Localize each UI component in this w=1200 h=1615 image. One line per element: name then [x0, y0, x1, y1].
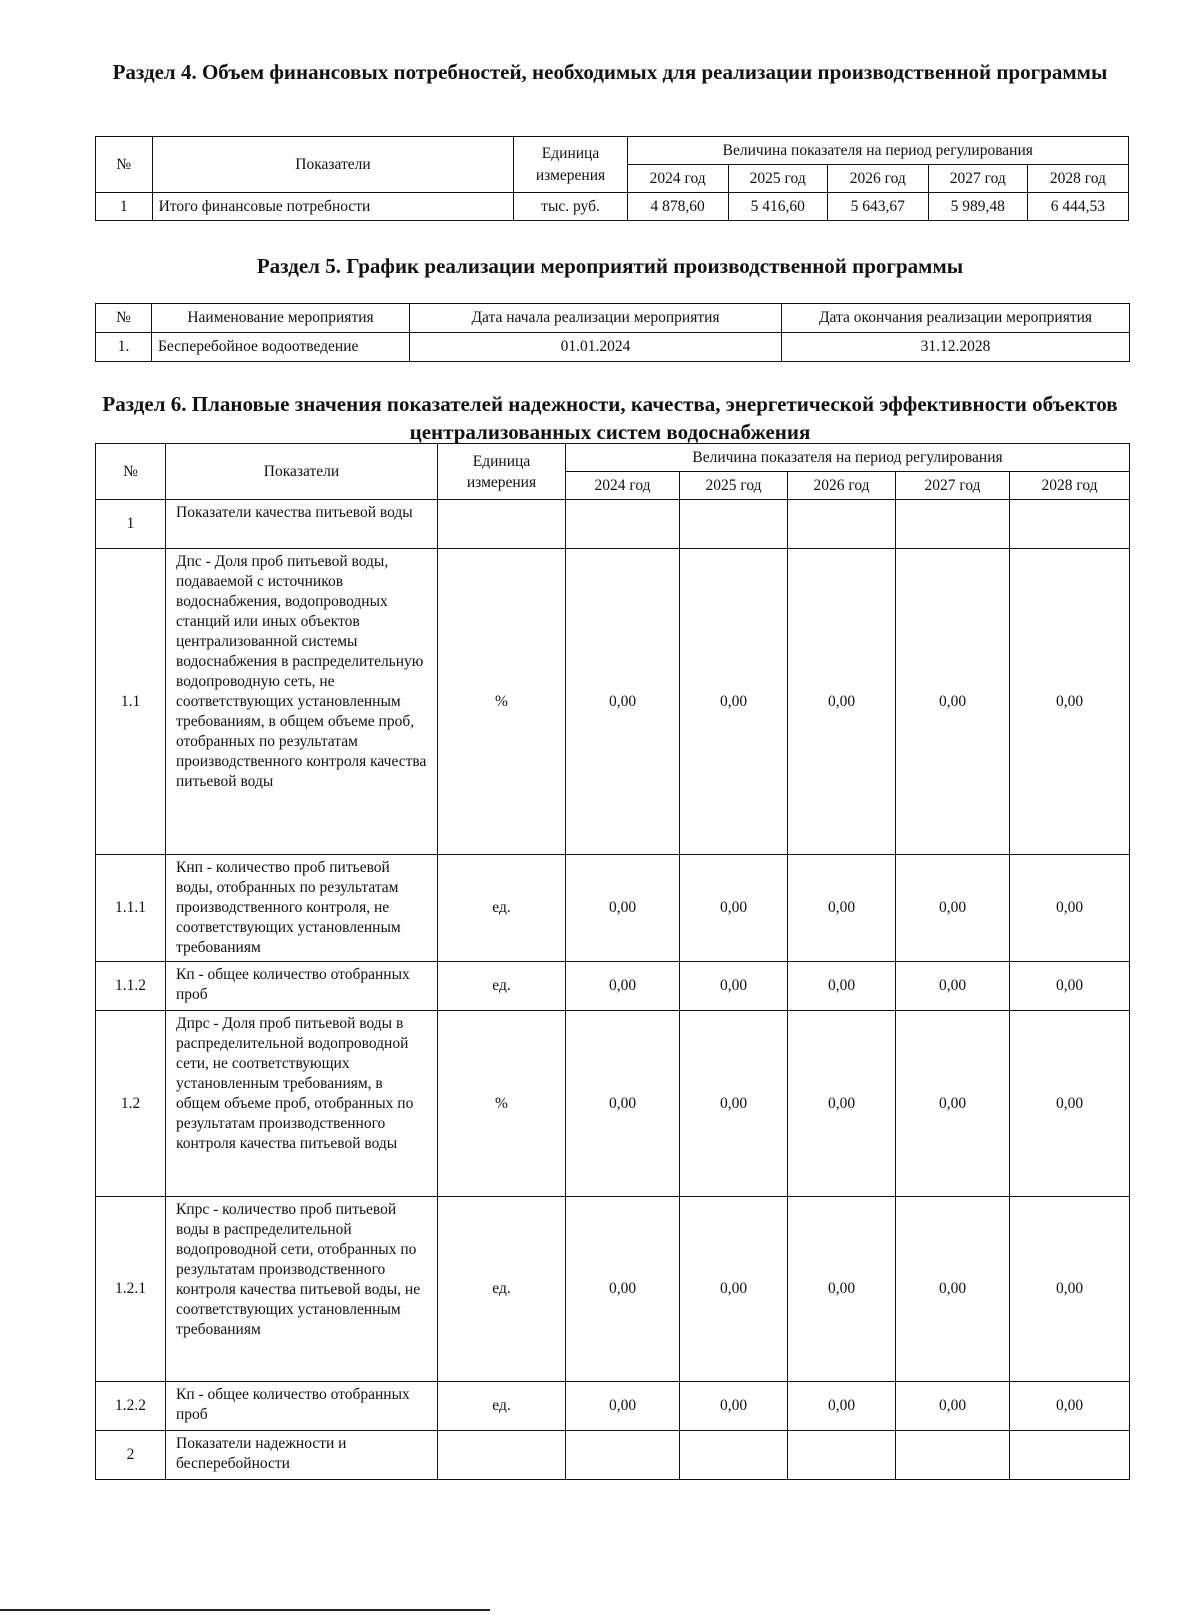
row-value: 0,00	[566, 1011, 680, 1197]
header-year: 2024 год	[566, 472, 680, 500]
row-value	[566, 500, 680, 549]
row-value: 6 444,53	[1027, 193, 1128, 221]
row-start: 01.01.2024	[410, 333, 782, 362]
header-year: 2028 год	[1027, 165, 1128, 193]
row-value: 0,00	[896, 855, 1010, 962]
header-year: 2028 год	[1010, 472, 1130, 500]
table-row	[96, 549, 1130, 855]
header-period: Величина показателя на период регулирования	[627, 137, 1128, 165]
row-num: 1.2.2	[96, 1382, 166, 1431]
header-indicator: Показатели	[166, 444, 438, 500]
row-value: 0,00	[680, 1197, 788, 1382]
row-indicator: Кп - общее количество отобранных проб	[166, 1382, 438, 1431]
table-row	[96, 1197, 1130, 1382]
header-year: 2025 год	[728, 165, 827, 193]
header-num: №	[96, 444, 166, 500]
row-value: 0,00	[896, 962, 1010, 1011]
header-unit: Единица измерения	[438, 444, 566, 500]
row-num: 1	[96, 500, 166, 549]
schedule-table	[95, 303, 1130, 362]
row-value: 0,00	[680, 549, 788, 855]
row-value: 0,00	[1010, 855, 1130, 962]
row-name: Бесперебойное водоотведение	[152, 333, 410, 362]
row-indicator: Дпс - Доля проб питьевой воды, подаваемой с источников водоснабжения, водопроводных станций или иных объектов централизованной системы водоснабжения в распределительную водопроводную сеть, не соответствующих установленным требованиям, в общем объеме проб, отобранных по результатам производственного контроля качества питьевой воды	[166, 549, 438, 855]
row-value: 0,00	[1010, 1197, 1130, 1382]
header-year: 2026 год	[788, 472, 896, 500]
row-num: 1.	[96, 333, 152, 362]
row-unit: ед.	[438, 1197, 566, 1382]
header-unit: Единица измерения	[514, 137, 627, 193]
table-row	[96, 500, 1130, 549]
page-edge-line	[0, 1609, 490, 1611]
row-unit: тыс. руб.	[514, 193, 627, 221]
row-num: 1.1.1	[96, 855, 166, 962]
row-value: 0,00	[788, 549, 896, 855]
row-num: 1.2.1	[96, 1197, 166, 1382]
header-end: Дата окончания реализации мероприятия	[782, 304, 1130, 333]
row-value: 0,00	[1010, 962, 1130, 1011]
table-row	[96, 193, 1129, 221]
row-value: 0,00	[896, 1382, 1010, 1431]
header-year: 2025 год	[680, 472, 788, 500]
row-value: 0,00	[566, 549, 680, 855]
financial-needs-table	[95, 136, 1129, 221]
row-unit	[438, 1431, 566, 1480]
row-value: 0,00	[566, 1382, 680, 1431]
row-value	[788, 1431, 896, 1480]
header-year: 2027 год	[928, 165, 1027, 193]
header-year: 2024 год	[627, 165, 728, 193]
row-value	[896, 1431, 1010, 1480]
row-value	[566, 1431, 680, 1480]
row-value: 5 643,67	[827, 193, 928, 221]
row-indicator: Кпрс - количество проб питьевой воды в распределительной водопроводной сети, отобранных по результатам производственного контроля качества питьевой воды, не соответствующих установленным требованиям	[166, 1197, 438, 1382]
row-value: 0,00	[566, 855, 680, 962]
row-value: 0,00	[680, 1011, 788, 1197]
table-row	[96, 1011, 1130, 1197]
row-value: 0,00	[788, 962, 896, 1011]
row-value: 4 878,60	[627, 193, 728, 221]
row-value: 0,00	[566, 962, 680, 1011]
header-num: №	[96, 304, 152, 333]
row-value: 0,00	[896, 1197, 1010, 1382]
row-value: 0,00	[680, 1382, 788, 1431]
header-year: 2026 год	[827, 165, 928, 193]
row-indicator: Итого финансовые потребности	[152, 193, 514, 221]
row-value: 0,00	[680, 855, 788, 962]
row-indicator: Показатели надежности и бесперебойности	[166, 1431, 438, 1480]
header-num: №	[96, 137, 153, 193]
row-unit: ед.	[438, 1382, 566, 1431]
row-value: 0,00	[1010, 1382, 1130, 1431]
row-num: 1.2	[96, 1011, 166, 1197]
row-value	[788, 500, 896, 549]
header-name: Наименование мероприятия	[152, 304, 410, 333]
section6-title: Раздел 6. Плановые значения показателей надежности, качества, энергетической эффективности объектов централизованных систем водоснабжения	[102, 392, 1118, 444]
row-indicator: Кнп - количество проб питьевой воды, отобранных по результатам производственного контроля, не соответствующих установленным требованиям	[166, 855, 438, 962]
row-value: 0,00	[896, 1011, 1010, 1197]
table-row	[96, 962, 1130, 1011]
row-unit: ед.	[438, 855, 566, 962]
row-num: 1	[96, 193, 153, 221]
row-indicator: Кп - общее количество отобранных проб	[166, 962, 438, 1011]
header-period: Величина показателя на период регулирования	[566, 444, 1130, 472]
row-unit: %	[438, 1011, 566, 1197]
row-value	[1010, 500, 1130, 549]
row-unit	[438, 500, 566, 549]
row-value: 0,00	[896, 549, 1010, 855]
row-value	[1010, 1431, 1130, 1480]
row-num: 1.1	[96, 549, 166, 855]
row-value: 5 416,60	[728, 193, 827, 221]
row-value: 0,00	[788, 1197, 896, 1382]
row-value: 0,00	[1010, 549, 1130, 855]
header-year: 2027 год	[896, 472, 1010, 500]
row-value: 0,00	[1010, 1011, 1130, 1197]
row-value	[896, 500, 1010, 549]
section5-title: Раздел 5. График реализации мероприятий производственной программы	[256, 254, 964, 278]
row-value: 5 989,48	[928, 193, 1027, 221]
row-indicator: Показатели качества питьевой воды	[166, 500, 438, 549]
header-indicator: Показатели	[152, 137, 514, 193]
row-indicator: Дпрс - Доля проб питьевой воды в распределительной водопроводной сети, не соответствующих установленным требованиям, в общем объеме проб, отобранных по результатам производственного контроля качества питьевой воды	[166, 1011, 438, 1197]
table-row	[96, 1431, 1130, 1480]
section4-title: Раздел 4. Объем финансовых потребностей, необходимых для реализации производственной программы	[112, 60, 1108, 84]
row-value	[680, 1431, 788, 1480]
row-unit: %	[438, 549, 566, 855]
header-start: Дата начала реализации мероприятия	[410, 304, 782, 333]
table-row	[96, 855, 1130, 962]
row-value: 0,00	[788, 1011, 896, 1197]
row-value	[680, 500, 788, 549]
row-num: 2	[96, 1431, 166, 1480]
table-row	[96, 1382, 1130, 1431]
row-value: 0,00	[566, 1197, 680, 1382]
row-value: 0,00	[680, 962, 788, 1011]
row-value: 0,00	[788, 1382, 896, 1431]
indicators-table	[95, 443, 1130, 1480]
row-num: 1.1.2	[96, 962, 166, 1011]
table-row	[96, 333, 1130, 362]
row-end: 31.12.2028	[782, 333, 1130, 362]
row-unit: ед.	[438, 962, 566, 1011]
row-value: 0,00	[788, 855, 896, 962]
